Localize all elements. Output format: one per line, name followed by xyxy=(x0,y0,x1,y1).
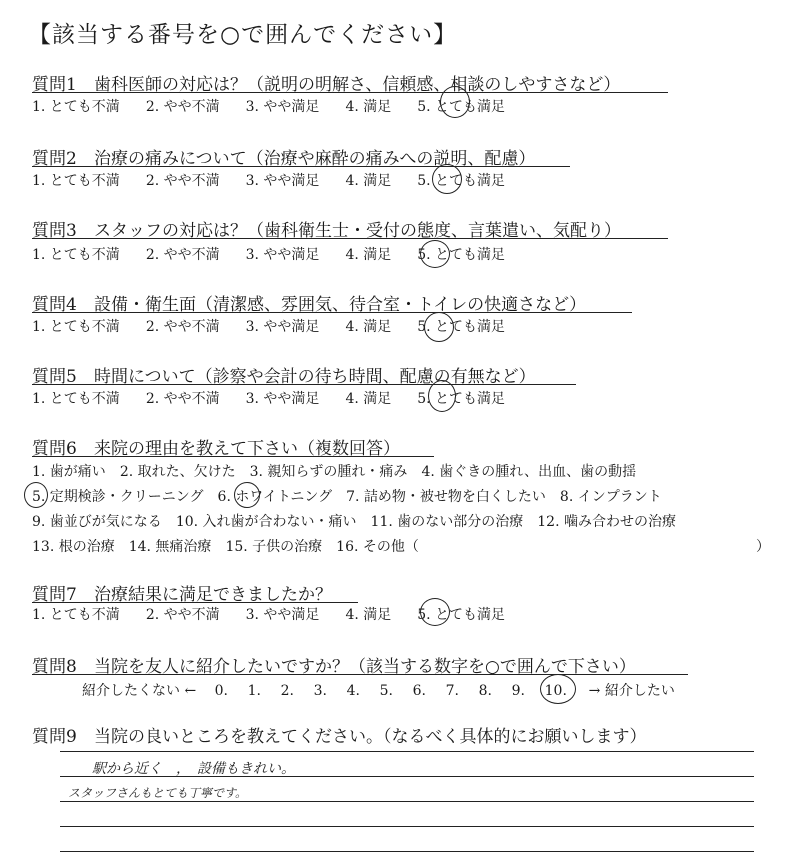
question-text: 時間について（診察や会計の待ち時間、配慮の有無など） xyxy=(94,367,536,387)
question-text: 治療結果に満足できましたか？ xyxy=(94,585,332,605)
scale-number[interactable]: 6. xyxy=(412,683,426,699)
option-selected[interactable]: 5. とても満足 xyxy=(417,319,506,335)
handwritten-answer-line-1: 駅から近く ， 設備もきれい。 xyxy=(92,761,295,777)
recommend-scale xyxy=(82,680,675,700)
option[interactable]: 1. 歯が痛い xyxy=(32,464,106,480)
form-title: 【該当する番号を○で囲んでください】 xyxy=(28,22,458,48)
answer-scale-q4 xyxy=(32,316,531,336)
q6-row-3 xyxy=(32,511,676,531)
answer-circle xyxy=(420,598,450,626)
scale-number[interactable]: 3. xyxy=(313,683,327,699)
question-number: 質問3 xyxy=(32,221,77,241)
option[interactable]: 1. とても不満 xyxy=(32,247,120,263)
option[interactable]: 3. やや満足 xyxy=(245,173,320,189)
option[interactable]: 2. やや不満 xyxy=(145,247,220,263)
scale-number[interactable]: 4. xyxy=(346,683,360,699)
scale-number-selected[interactable]: 10. xyxy=(544,683,567,699)
answer-circle xyxy=(428,380,456,412)
option-selected[interactable]: 5. 定期検診・クリーニング xyxy=(32,489,204,505)
option[interactable]: 2. やや不満 xyxy=(145,391,220,407)
answer-circle xyxy=(432,164,462,194)
question-number: 質問1 xyxy=(32,75,77,95)
option[interactable]: 4. 満足 xyxy=(345,391,392,407)
question-underline xyxy=(32,238,668,239)
option[interactable]: 4. 満足 xyxy=(345,247,392,263)
option[interactable]: 3. やや満足 xyxy=(245,247,320,263)
scale-number[interactable]: 5. xyxy=(379,683,393,699)
scale-number[interactable]: 1. xyxy=(247,683,261,699)
option[interactable]: 2. やや不満 xyxy=(145,173,220,189)
option[interactable]: 9. 歯並びが気になる xyxy=(32,514,162,530)
question-underline xyxy=(32,384,576,385)
q6-row-4 xyxy=(32,536,419,556)
option[interactable]: 11. 歯のない部分の治療 xyxy=(370,514,524,530)
option[interactable]: 1. とても不満 xyxy=(32,173,120,189)
question-number: 質問9 xyxy=(32,727,77,747)
question-text: 当院を友人に紹介したいですか？（該当する数字を○で囲んで下さい） xyxy=(94,657,636,677)
option[interactable]: 13. 根の治療 xyxy=(32,539,115,555)
option[interactable]: 4. 満足 xyxy=(345,99,392,115)
option[interactable]: 16. その他（ xyxy=(336,539,419,555)
option[interactable]: 1. とても不満 xyxy=(32,391,120,407)
question-text: 来院の理由を教えて下さい（複数回答） xyxy=(94,439,400,459)
option[interactable]: 4. 満足 xyxy=(345,173,392,189)
option[interactable]: 1. とても不満 xyxy=(32,607,120,623)
option-selected[interactable]: 6. ホワイトニング xyxy=(217,489,333,505)
question-number: 質問2 xyxy=(32,149,77,169)
answer-circle xyxy=(540,674,576,704)
option[interactable]: 2. やや不満 xyxy=(145,607,220,623)
q6-row-1 xyxy=(32,461,636,481)
ruled-line xyxy=(60,826,754,827)
option[interactable]: 12. 噛み合わせの治療 xyxy=(537,514,676,530)
option[interactable]: 1. とても不満 xyxy=(32,99,120,115)
option-selected[interactable]: 5. とても満足 xyxy=(417,391,506,407)
question-text: 歯科医師の対応は？（説明の明解さ、信頼感、相談のしやすさなど） xyxy=(94,75,621,95)
scale-left-label: 紹介したくない ← xyxy=(82,683,197,699)
option[interactable]: 3. やや満足 xyxy=(245,99,320,115)
answer-circle xyxy=(424,312,454,342)
scale-number[interactable]: 9. xyxy=(511,683,525,699)
option[interactable]: 2. 取れた、欠けた xyxy=(119,464,236,480)
option-selected[interactable]: 5. とても満足 xyxy=(417,99,506,115)
answer-circle xyxy=(24,482,48,508)
option[interactable]: 2. やや不満 xyxy=(145,319,220,335)
ruled-line xyxy=(60,751,754,752)
question-underline xyxy=(32,92,668,93)
question-text: 設備・衛生面（清潔感、雰囲気、待合室・トイレの快適さなど） xyxy=(94,295,587,315)
scale-number[interactable]: 8. xyxy=(478,683,492,699)
option[interactable]: 2. やや不満 xyxy=(145,99,220,115)
option[interactable]: 1. とても不満 xyxy=(32,319,120,335)
other-close-paren: ） xyxy=(756,539,770,555)
option[interactable]: 3. やや満足 xyxy=(245,319,320,335)
handwritten-answer-line-2: スタッフさんもとても丁寧です。 xyxy=(68,786,248,800)
scale-right-label: → 紹介したい xyxy=(588,683,675,699)
option-selected[interactable]: 5. とても満足 xyxy=(417,607,506,623)
ruled-line xyxy=(60,801,754,802)
option-selected[interactable]: 5. とても満足 xyxy=(417,173,506,189)
option[interactable]: 10. 入れ歯が合わない・痛い xyxy=(175,514,357,530)
question-9 xyxy=(32,722,647,747)
question-number: 質問8 xyxy=(32,657,77,677)
option[interactable]: 4. 満足 xyxy=(345,319,392,335)
question-underline xyxy=(32,602,358,603)
question-text: スタッフの対応は？（歯科衛生士・受付の態度、言葉遣い、気配り） xyxy=(94,221,621,241)
question-number: 質問6 xyxy=(32,439,77,459)
answer-circle xyxy=(234,482,260,508)
answer-circle xyxy=(440,86,470,118)
option[interactable]: 4. 歯ぐきの腫れ、出血、歯の動揺 xyxy=(421,464,637,480)
scale-number[interactable]: 2. xyxy=(280,683,294,699)
question-underline xyxy=(32,166,570,167)
question-underline xyxy=(32,312,632,313)
question-text: 治療の痛みについて（治療や麻酔の痛みへの説明、配慮） xyxy=(94,149,536,169)
answer-scale-q5 xyxy=(32,388,531,408)
q6-row-2 xyxy=(32,486,662,506)
option[interactable]: 3. やや満足 xyxy=(245,607,320,623)
option[interactable]: 15. 子供の治療 xyxy=(225,539,323,555)
answer-circle xyxy=(420,240,450,268)
option[interactable]: 14. 無痛治療 xyxy=(128,539,212,555)
question-text: 当院の良いところを教えてください。（なるべく具体的にお願いします） xyxy=(94,727,647,747)
question-number: 質問5 xyxy=(32,367,77,387)
question-number: 質問7 xyxy=(32,585,77,605)
question-number: 質問4 xyxy=(32,295,77,315)
option-selected[interactable]: 5. とても満足 xyxy=(417,247,506,263)
scale-number[interactable]: 0. xyxy=(214,683,228,699)
scale-number[interactable]: 7. xyxy=(445,683,459,699)
option[interactable]: 4. 満足 xyxy=(345,607,392,623)
question-underline xyxy=(32,674,688,675)
answer-scale-q3 xyxy=(32,244,531,264)
option[interactable]: 3. やや満足 xyxy=(245,391,320,407)
option[interactable]: 3. 親知らずの腫れ・痛み xyxy=(249,464,408,480)
option[interactable]: 8. インプラント xyxy=(559,489,662,505)
answer-scale-q7 xyxy=(32,604,531,624)
option[interactable]: 7. 詰め物・被せ物を白くしたい xyxy=(346,489,546,505)
question-underline xyxy=(32,456,434,457)
